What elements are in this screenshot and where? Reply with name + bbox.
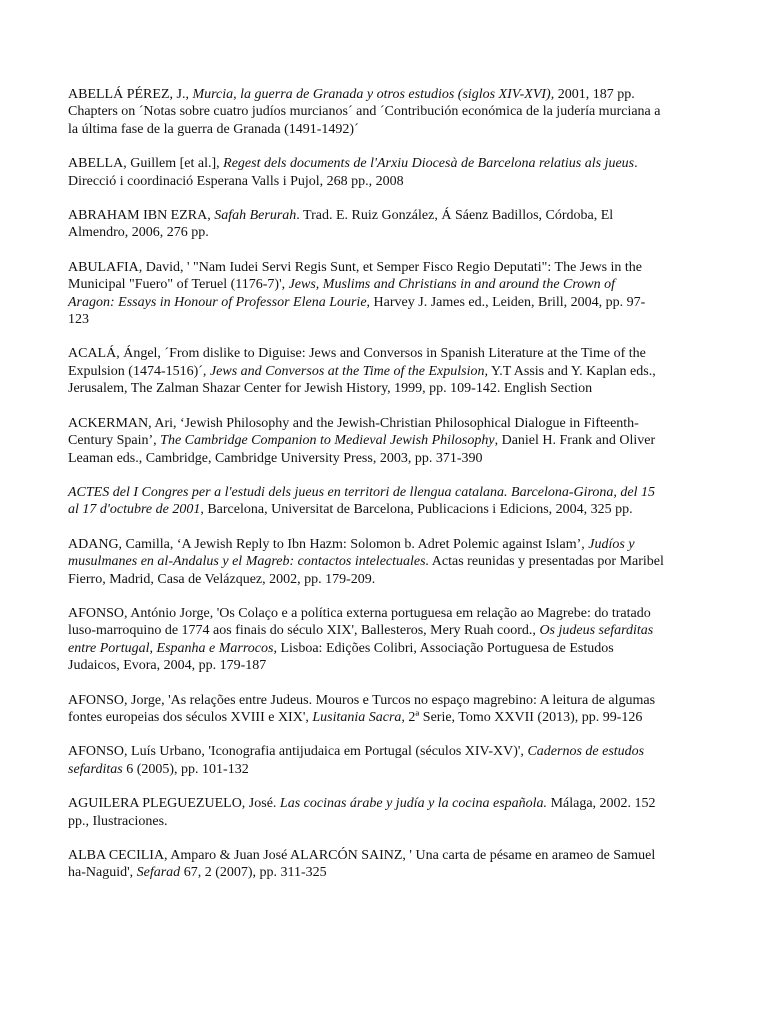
- entry-text: , Daniel H. Frank and Oliver Leaman eds., Cambridge, Cambridge University Press, 2003, pp. 371-390: [68, 433, 656, 466]
- entry-title-italic: The Cambridge Companion to Medieval Jewish Philosophy: [160, 433, 495, 449]
- entry-text: 67, 2 (2007), pp. 311-325: [180, 865, 327, 881]
- bibliography-entry: [68, 86, 664, 138]
- entry-text: ACALÁ, Ángel, ´From dislike to Diguise: Jews and Conversos in Spanish Literature at the Time of the Expulsion (1474-1516)´,: [68, 346, 646, 379]
- bibliography-entry: [68, 605, 664, 675]
- entry-text: 6 (2005), pp. 101-132: [122, 761, 249, 777]
- bibliography-entry: [68, 345, 664, 397]
- entry-text: ALBA CECILIA, Amparo & Juan José ALARCÓN SAINZ, ' Una carta de pésame en arameo de Samuel ha-Naguid',: [68, 848, 656, 881]
- entry-title-italic: Judíos y musulmanes en al-Andalus y el Magreb: contactos intelectuales.: [68, 536, 635, 570]
- bibliography-entry: [68, 536, 664, 588]
- bibliography-entry: [68, 155, 664, 190]
- entry-text: AFONSO, Luís Urbano, 'Iconografia antijudaica em Portugal (séculos XIV-XV)',: [68, 744, 528, 760]
- bibliography-entry: [68, 415, 664, 467]
- entry-title-italic: Murcia, la guerra de Granada y otros estudios (siglos XIV-XVI),: [192, 87, 555, 102]
- entry-text: 2001, 187 pp. Chapters on ´Notas sobre cuatro judíos murcianos´ and ´Contribución económica de la judería murciana a la última fase de la guerra de Granada (1491-1492)´: [68, 87, 661, 137]
- entry-title-italic: Jews and Conversos at the Time of the Expulsion,: [209, 363, 488, 379]
- entry-text: AGUILERA PLEGUEZUELO, José.: [68, 796, 280, 812]
- entry-text: , Barcelona, Universitat de Barcelona, Publicacions i Edicions, 2004, 325 pp.: [200, 502, 633, 518]
- entry-title-italic: Regest dels documents de l'Arxiu Diocesà de Barcelona relatius als jueus: [223, 156, 635, 172]
- bibliography-entry: [68, 484, 664, 519]
- entry-text: ABULAFIA, David, ' "Nam Iudei Servi Regis Sunt, et Semper Fisco Regio Deputati": The Jews in the Municipal "Fuero" of Teruel (1176-7)',: [68, 259, 643, 293]
- entry-title-italic: Lusitania Sacra,: [312, 709, 405, 725]
- entry-text: Actas reunidas y presentadas por Maribel Fierro, Madrid, Casa de Velázquez, 2002, pp. 179-209.: [68, 554, 664, 587]
- entry-text: ABRAHAM IBN EZRA,: [68, 208, 215, 224]
- entry-text: . Trad. E. Ruiz González, Á Sáenz Badillos, Córdoba, El Almendro, 2006, 276 pp.: [68, 208, 614, 241]
- entry-text: ABELLA, Guillem [et al.],: [68, 156, 224, 172]
- bibliography-list: [68, 86, 664, 899]
- bibliography-entry: [68, 743, 664, 778]
- entry-title-italic: Las cocinas árabe y judía y la cocina española.: [279, 796, 548, 812]
- entry-title-italic: Sefarad: [136, 865, 181, 881]
- entry-title-italic: Jews, Muslims and Christians in and around the Crown of Aragon: Essays in Honour of Professor Elena Lourie: [68, 277, 616, 310]
- entry-text: , Harvey J. James ed., Leiden, Brill, 2004, pp. 97-123: [68, 294, 646, 328]
- entry-title-italic: ACTES del I Congres per a l'estudi dels jueus en territori de llengua catalana. Barcelona-Girona, del 15 al 17 d'octubre de 2001: [68, 484, 656, 518]
- bibliography-entry: [68, 259, 664, 329]
- entry-text: ADANG, Camilla, ‘A Jewish Reply to Ibn Hazm: Solomon b. Adret Polemic against Islam’,: [68, 536, 589, 552]
- entry-text: AFONSO, António Jorge, 'Os Colaço e a política externa portuguesa em relação ao Magrebe: do tratado luso-marroquino de 1774 aos finais do século XIX', Ballesteros, Mery Ruah coord.,: [68, 605, 651, 639]
- entry-text: 2ª Serie, Tomo XXVII (2013), pp. 99-126: [404, 709, 643, 725]
- bibliography-entry: [68, 795, 664, 830]
- entry-title-italic: Safah Berurah: [214, 208, 297, 224]
- entry-title-italic: Os judeus sefarditas entre Portugal, Espanha e Marrocos: [68, 623, 654, 656]
- entry-text: . Direcció i coordinació Esperana Valls i Pujol, 268 pp., 2008: [68, 156, 638, 189]
- entry-title-italic: Cadernos de estudos sefarditas: [68, 744, 645, 777]
- entry-text: Málaga, 2002. 152 pp., Ilustraciones.: [68, 796, 656, 829]
- entry-text: ABELLÁ PÉREZ, J.,: [68, 87, 193, 102]
- entry-text: ACKERMAN, Ari, ‘Jewish Philosophy and the Jewish-Christian Philosophical Dialogue in Fifteenth-Century Spain’,: [68, 415, 639, 449]
- bibliography-entry: [68, 692, 664, 727]
- entry-text: , Lisboa: Edições Colibri, Associação Portuguesa de Estudos Judaicos, Evora, 2004, pp. 179-187: [68, 640, 614, 674]
- entry-text: AFONSO, Jorge, 'As relações entre Judeus. Mouros e Turcos no espaço magrebino: A leitura de algumas fontes europeias dos séculos XVIII e XIX',: [68, 692, 656, 725]
- bibliography-entry: [68, 207, 664, 242]
- entry-text: Y.T Assis and Y. Kaplan eds., Jerusalem, The Zalman Shazar Center for Jewish History, 1999, pp. 109-142. English Section: [68, 363, 656, 397]
- bibliography-entry: [68, 847, 664, 882]
